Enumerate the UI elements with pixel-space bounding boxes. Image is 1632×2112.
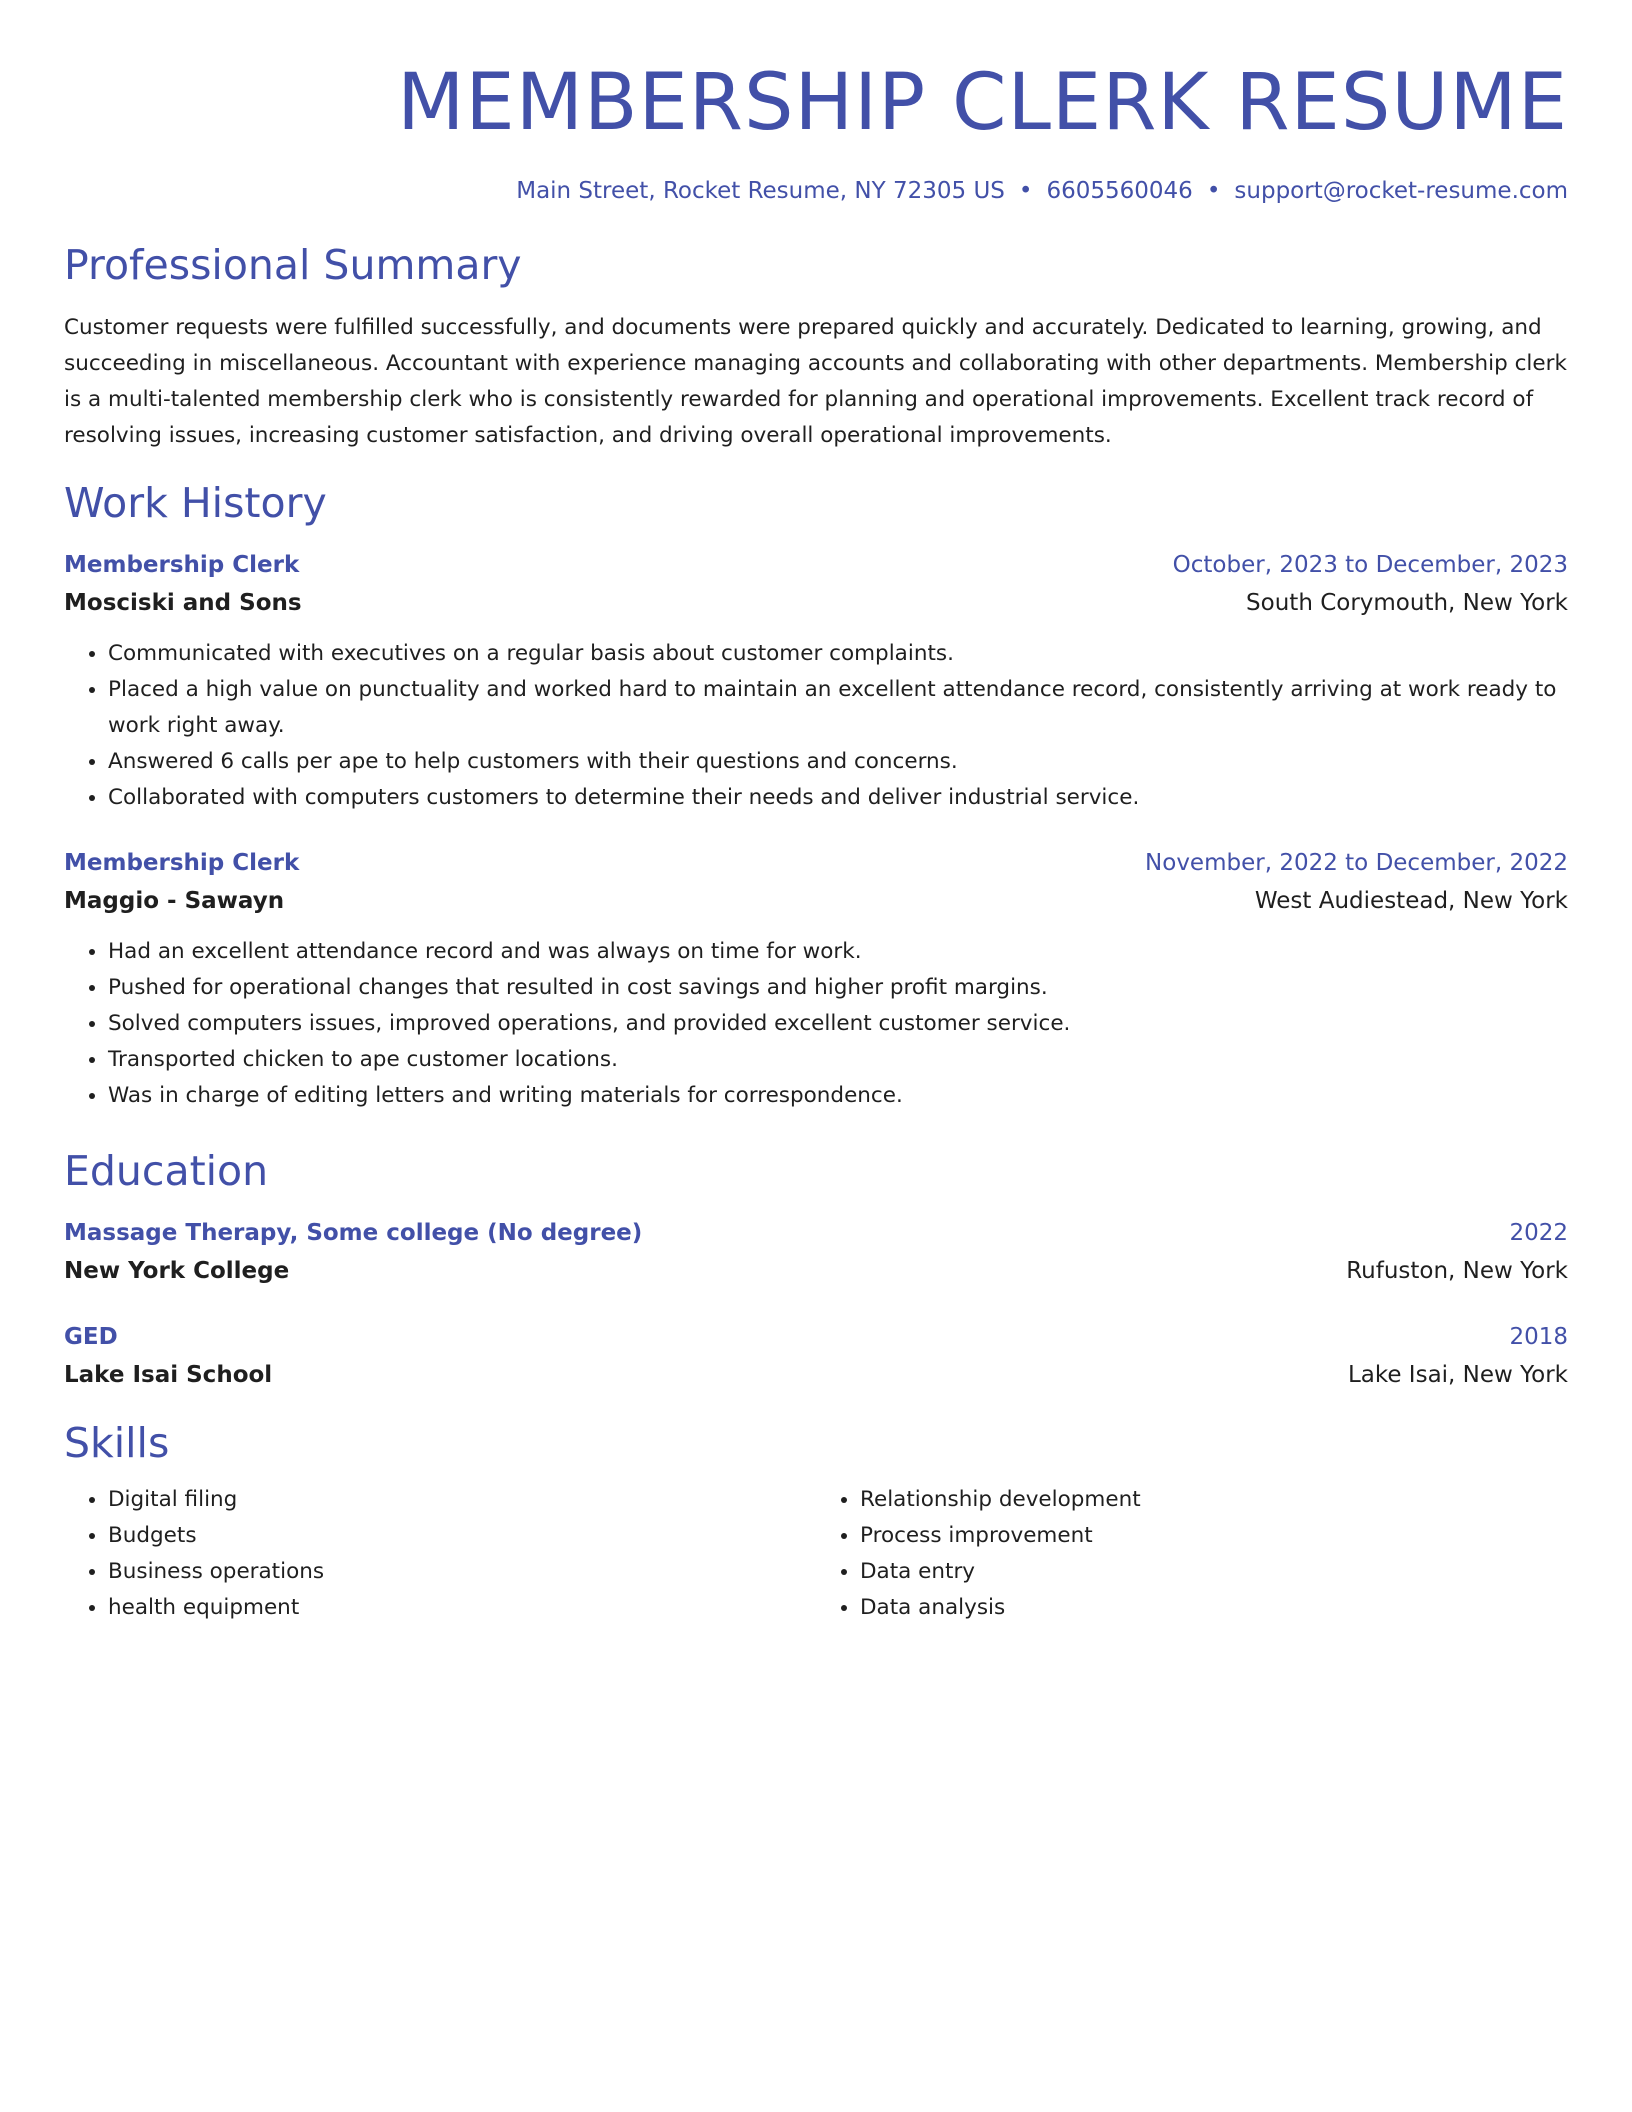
job-location: West Audiestead, New York xyxy=(1254,888,1568,914)
contact-email: support@rocket-resume.com xyxy=(1234,178,1568,204)
work-history-heading: Work History xyxy=(64,479,327,527)
job-bullets xyxy=(64,636,1568,816)
job-bullet: • Had an excellent attendance record and was always on time for work. xyxy=(108,934,1568,970)
contact-separator: • xyxy=(1206,178,1221,204)
skill-item: • Process improvement xyxy=(860,1518,1568,1554)
job-bullet: • Answered 6 calls per ape to help customers with their questions and concerns. xyxy=(108,744,1568,780)
skill-item: • Digital filing xyxy=(108,1482,816,1518)
skill-item: • Data analysis xyxy=(860,1590,1568,1626)
summary-heading: Professional Summary xyxy=(64,241,522,289)
contact-separator: • xyxy=(1018,178,1033,204)
job-bullets xyxy=(64,934,1568,1114)
job-bullet: • Pushed for operational changes that resulted in cost savings and higher profit margins. xyxy=(108,970,1568,1006)
job-bullet: • Collaborated with computers customers to determine their needs and deliver industrial service. xyxy=(108,780,1568,816)
skills-heading: Skills xyxy=(64,1419,170,1467)
job-dates: November, 2022 to December, 2022 xyxy=(1145,850,1568,876)
job-bullet: • Placed a high value on punctuality and worked hard to maintain an excellent attendance record, consistently arriving at work ready to work right away. xyxy=(108,672,1568,744)
education-degree: Massage Therapy, Some college (No degree) xyxy=(64,1220,643,1246)
skills-column-right xyxy=(816,1482,1568,1626)
education-year: 2022 xyxy=(1509,1220,1568,1246)
job-bullet: • Solved computers issues, improved operations, and provided excellent customer service. xyxy=(108,1006,1568,1042)
job-bullet: • Communicated with executives on a regular basis about customer complaints. xyxy=(108,636,1568,672)
education-entry xyxy=(64,1214,1568,1290)
skill-item: • Relationship development xyxy=(860,1482,1568,1518)
education-heading: Education xyxy=(64,1147,269,1195)
job-company: Maggio - Sawayn xyxy=(64,888,285,914)
skill-item: • health equipment xyxy=(108,1590,816,1626)
contact-line xyxy=(64,174,1568,208)
contact-phone: 6605560046 xyxy=(1046,178,1193,204)
job-dates: October, 2023 to December, 2023 xyxy=(1172,552,1568,578)
skills-column-left xyxy=(64,1482,816,1626)
summary-text: Customer requests were fulfilled successfully, and documents were prepared quickly and accurately. Dedicated to learning, growing, and succeeding in miscellaneous. Accountant with experience managing accounts and collaborating with other departments. Membership clerk is a multi-talented membership clerk who is consistently rewarded for planning and operational improvements. Excellent track record of resolving issues, increasing customer satisfaction, and driving overall operational improvements. xyxy=(64,315,1567,448)
job-role: Membership Clerk xyxy=(64,552,300,578)
education-school: Lake Isai School xyxy=(64,1362,273,1388)
contact-address: Main Street, Rocket Resume, NY 72305 US xyxy=(516,178,1005,204)
education-location: Lake Isai, New York xyxy=(1347,1362,1568,1388)
job-location: South Corymouth, New York xyxy=(1246,590,1568,616)
education-entry xyxy=(64,1318,1568,1394)
job-entry xyxy=(64,844,1568,1114)
education-year: 2018 xyxy=(1509,1324,1568,1350)
job-entry xyxy=(64,546,1568,816)
skill-item: • Business operations xyxy=(108,1554,816,1590)
skill-item: • Budgets xyxy=(108,1518,816,1554)
skills-grid xyxy=(64,1482,1568,1626)
education-location: Rufuston, New York xyxy=(1346,1258,1568,1284)
job-bullet: • Was in charge of editing letters and writing materials for correspondence. xyxy=(108,1078,1568,1114)
education-degree: GED xyxy=(64,1324,118,1350)
education-school: New York College xyxy=(64,1258,290,1284)
job-role: Membership Clerk xyxy=(64,850,300,876)
job-company: Mosciski and Sons xyxy=(64,590,302,616)
resume-title: MEMBERSHIP CLERK RESUME xyxy=(397,58,1568,148)
skill-item: • Data entry xyxy=(860,1554,1568,1590)
job-bullet: • Transported chicken to ape customer locations. xyxy=(108,1042,1568,1078)
